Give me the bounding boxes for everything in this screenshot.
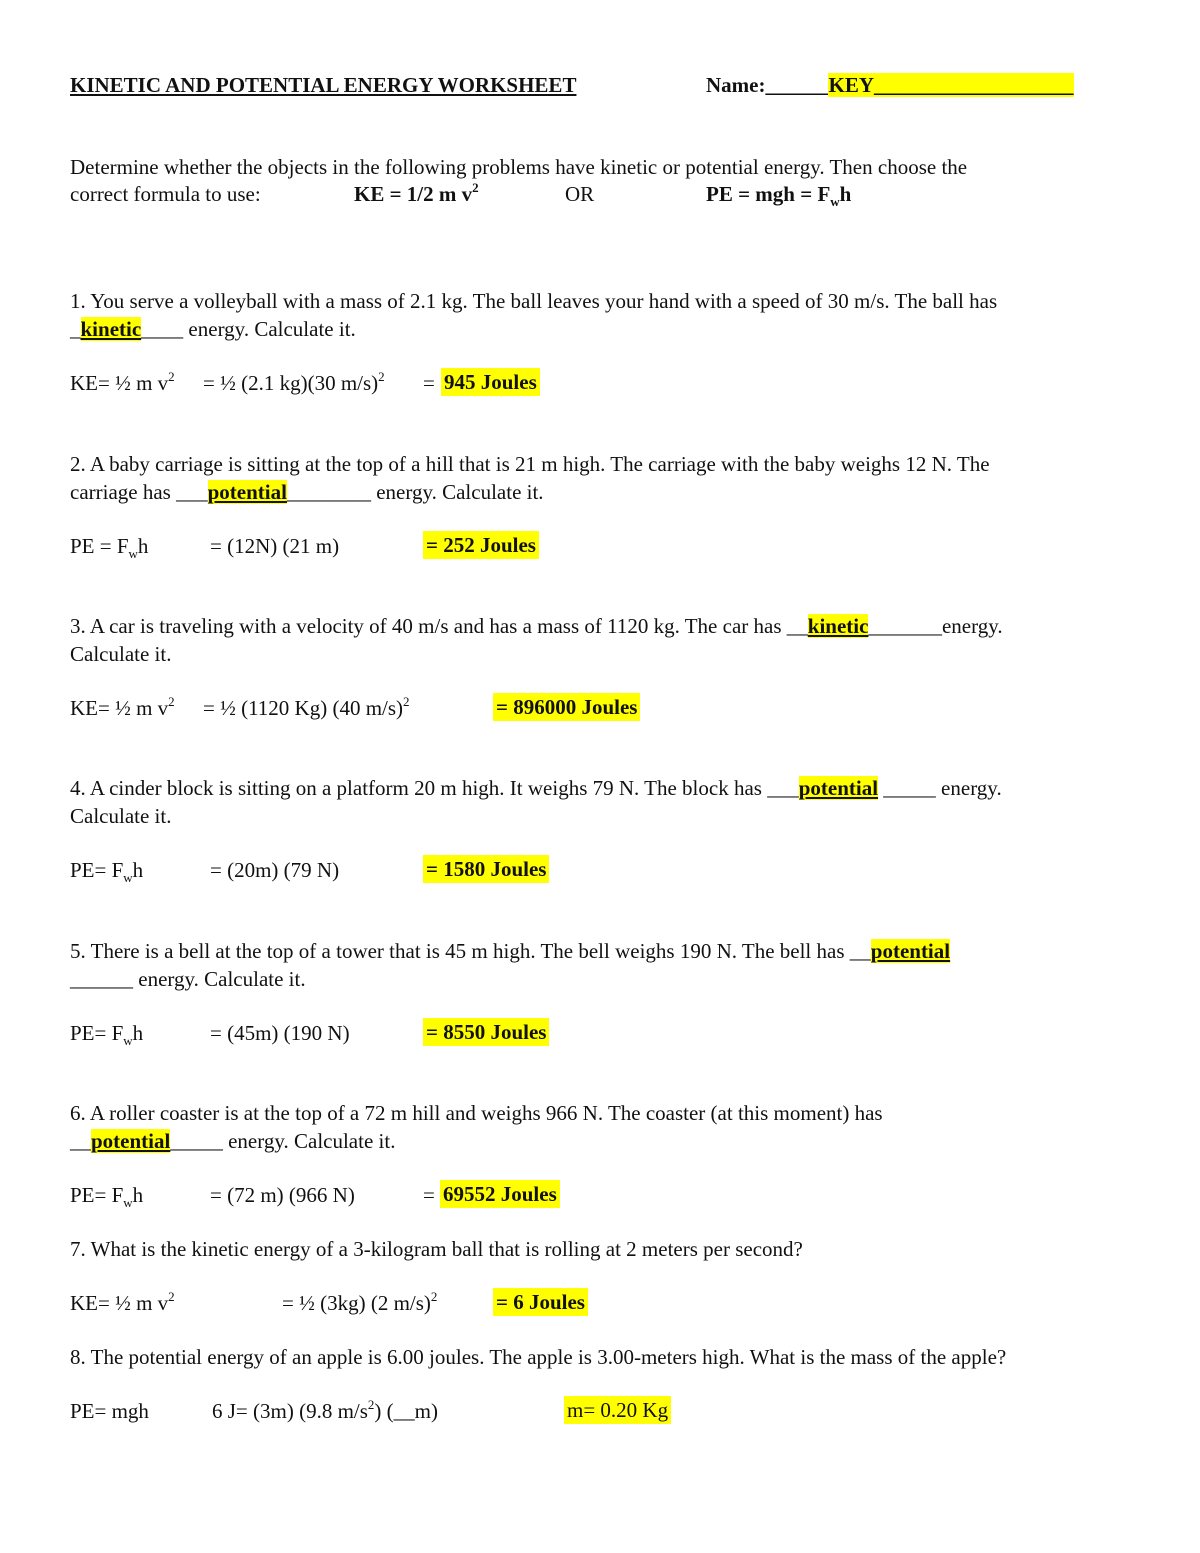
q3-text-line-2: Calculate it. <box>70 642 172 666</box>
q5-answer: potential <box>870 939 951 963</box>
pe-formula-subscript: w <box>830 194 840 210</box>
intro-line-2 <box>70 181 261 207</box>
q4-blank-post: _____ energy. <box>878 776 1002 800</box>
q5-substitution: = (45m) (190 N) <box>210 1021 350 1045</box>
q8-substitution <box>212 1398 438 1424</box>
q2-text-line-1: 2. A baby carriage is sitting at the top of a hill that is 21 m high. The carriage with the baby weighs 12 N. The <box>70 452 990 476</box>
pe-formula <box>706 181 852 210</box>
q2-substitution: = (12N) (21 m) <box>210 534 340 558</box>
q6-formula-sub: w <box>123 1195 133 1211</box>
q6-equals: = <box>423 1183 435 1207</box>
ke-formula-exponent: 2 <box>472 180 479 195</box>
name-blank-before: ______ <box>765 73 829 97</box>
name-field <box>706 72 1074 98</box>
q6-formula <box>70 1182 144 1211</box>
q6-formula-text: PE= F <box>70 1183 124 1207</box>
q3-formula-text: KE= ½ m v <box>70 696 169 720</box>
name-value: KEY <box>828 73 874 97</box>
q1-formula-exp: 2 <box>168 369 175 384</box>
intro-line-1: Determine whether the objects in the following problems have kinetic or potential energy. Then choose the <box>70 155 968 179</box>
q4-formula-end: h <box>132 858 144 882</box>
intro-formula-label: correct formula to use: <box>70 182 261 206</box>
q1-formula: KE= ½ m v <box>70 371 169 395</box>
q5-text-line-1 <box>70 938 950 964</box>
q6-answer: potential <box>91 1129 171 1153</box>
q6-blank-post: _____ energy. Calculate it. <box>170 1129 396 1153</box>
q8-formula: PE= mgh <box>70 1399 149 1423</box>
q1-work <box>70 370 175 396</box>
pe-formula-text: PE = mgh = F <box>706 182 831 206</box>
q5-text-line-2: ______ energy. Calculate it. <box>70 967 306 991</box>
q4-text-line-2: Calculate it. <box>70 804 172 828</box>
q2-formula <box>70 533 149 562</box>
q7-formula-text: KE= ½ m v <box>70 1291 169 1315</box>
q4-formula <box>70 857 144 886</box>
q3-substitution-exp: 2 <box>403 694 410 709</box>
q5-formula-sub: w <box>123 1033 133 1049</box>
name-label: Name: <box>706 73 766 97</box>
q6-text-line-2 <box>70 1128 395 1154</box>
q8-substitution-text: 6 J= (3m) (9.8 m/s <box>212 1399 368 1423</box>
q6-substitution: = (72 m) (966 N) <box>210 1183 355 1207</box>
q2-answer: potential <box>207 480 287 504</box>
q2-text-line-2 <box>70 479 544 505</box>
name-blank-after: ___________________ <box>874 73 1074 97</box>
q1-substitution-text: = ½ (2.1 kg)(30 m/s) <box>203 371 379 395</box>
ke-formula-text: KE = 1/2 m v <box>354 182 473 206</box>
q6-formula-end: h <box>132 1183 144 1207</box>
q1-text-line-2 <box>70 316 356 342</box>
q7-substitution <box>282 1290 437 1316</box>
q1-result: 945 Joules <box>441 368 540 396</box>
q4-substitution: = (20m) (79 N) <box>210 858 340 882</box>
q5-formula-end: h <box>132 1021 144 1045</box>
q7-formula <box>70 1290 175 1316</box>
q4-answer: potential <box>798 776 879 800</box>
q8-result: m= 0.20 Kg <box>564 1396 671 1424</box>
q5-blank-pre: 5. There is a bell at the top of a tower that is 45 m high. The bell weighs 190 N. The bell has __ <box>70 939 871 963</box>
q1-answer: kinetic <box>80 317 142 341</box>
q3-substitution <box>203 695 410 721</box>
q7-substitution-exp: 2 <box>430 1289 438 1304</box>
q1-substitution-exp: 2 <box>378 369 385 384</box>
q4-result: = 1580 Joules <box>423 855 549 883</box>
q5-result: = 8550 Joules <box>423 1018 549 1046</box>
q3-blank-pre: 3. A car is traveling with a velocity of 40 m/s and has a mass of 1120 kg. The car has __ <box>70 614 808 638</box>
q2-formula-text: PE = F <box>70 534 129 558</box>
q4-blank-pre: 4. A cinder block is sitting on a platform 20 m high. It weighs 79 N. The block has ___ <box>70 776 799 800</box>
q2-blank-post: ________ energy. Calculate it. <box>286 480 544 504</box>
q8-substitution-exp: 2 <box>367 1397 375 1412</box>
q2-formula-end: h <box>137 534 149 558</box>
q3-formula-exp: 2 <box>168 694 175 709</box>
q6-blank-pre: __ <box>70 1129 91 1153</box>
q4-text-line-1 <box>70 775 1002 801</box>
q1-blank-post: ____ energy. Calculate it. <box>141 317 356 341</box>
worksheet-title: KINETIC AND POTENTIAL ENERGY WORKSHEET <box>70 73 577 97</box>
q1-substitution <box>203 370 385 396</box>
q2-result: = 252 Joules <box>423 531 539 559</box>
pe-formula-end: h <box>839 182 852 206</box>
q3-text-line-1 <box>70 613 1003 639</box>
q4-formula-sub: w <box>123 870 133 886</box>
q3-formula <box>70 695 175 721</box>
q2-formula-sub: w <box>128 546 138 562</box>
q7-text-line-1: 7. What is the kinetic energy of a 3-kilogram ball that is rolling at 2 meters per second? <box>70 1237 803 1261</box>
q7-formula-exp: 2 <box>168 1289 175 1304</box>
q5-formula-text: PE= F <box>70 1021 124 1045</box>
q4-formula-text: PE= F <box>70 858 124 882</box>
q3-result: = 896000 Joules <box>493 693 640 721</box>
q1-equals: = <box>423 371 435 395</box>
ke-formula <box>354 181 479 207</box>
q1-blank-pre: _ <box>70 317 81 341</box>
q2-blank-pre: carriage has ___ <box>70 480 208 504</box>
q6-result: 69552 Joules <box>440 1180 560 1208</box>
q8-text-line-1: 8. The potential energy of an apple is 6.00 joules. The apple is 3.00-meters high. What is the mass of the apple? <box>70 1345 1007 1369</box>
q1-text-line-1: 1. You serve a volleyball with a mass of 2.1 kg. The ball leaves your hand with a speed of 30 m/s. The ball has <box>70 289 998 313</box>
page-title <box>70 72 576 98</box>
or-label: OR <box>565 182 595 206</box>
q3-blank-post: _______energy. <box>868 614 1003 638</box>
q3-answer: kinetic <box>807 614 869 638</box>
q8-substitution-end: ) (__m) <box>374 1399 438 1423</box>
q6-text-line-1: 6. A roller coaster is at the top of a 72 m hill and weighs 966 N. The coaster (at this moment) has <box>70 1101 883 1125</box>
name-value-highlight <box>828 73 1073 97</box>
q7-substitution-text: = ½ (3kg) (2 m/s) <box>282 1291 431 1315</box>
q7-result: = 6 Joules <box>493 1288 588 1316</box>
q5-formula <box>70 1020 144 1049</box>
q3-substitution-text: = ½ (1120 Kg) (40 m/s) <box>203 696 404 720</box>
